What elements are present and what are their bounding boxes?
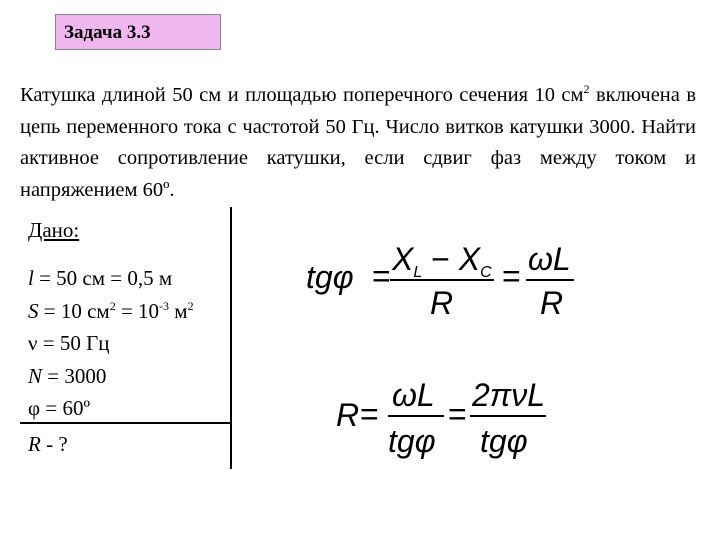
problem-statement bbox=[20, 80, 696, 206]
symbol-r: R bbox=[28, 432, 41, 456]
given-heading: Дано: bbox=[28, 218, 80, 242]
formula2-lhs: R bbox=[336, 397, 360, 433]
formula1-num1: $X_L - X_C$ bbox=[392, 241, 492, 281]
formula-r bbox=[320, 368, 560, 468]
given-length bbox=[28, 262, 194, 295]
formula2-num1: ωL bbox=[392, 377, 435, 413]
formula2-num2: 2πνL bbox=[472, 377, 546, 413]
given-area-c: м bbox=[169, 298, 188, 323]
formula1-num2: ωL bbox=[528, 241, 571, 277]
given-area bbox=[28, 295, 194, 328]
problem-text-part1: Катушка длиной 50 см и площадью поперечного сечения 10 см bbox=[20, 84, 584, 106]
problem-sup: 2 bbox=[583, 82, 590, 97]
formula2-eq1: = bbox=[360, 396, 379, 432]
find-text: - ? bbox=[40, 432, 68, 456]
symbol-l: l bbox=[28, 266, 34, 290]
formula2-den1: tgφ bbox=[388, 423, 436, 459]
formula1-eq1: = bbox=[372, 258, 391, 294]
given-phase: φ = 60º bbox=[28, 396, 90, 420]
formula1-den2: R bbox=[540, 285, 564, 321]
given-area-a-sup: 2 bbox=[109, 298, 116, 313]
symbol-n: N bbox=[28, 363, 43, 388]
formula-tg-phi bbox=[290, 232, 590, 322]
given-frequency: ν = 50 Гц bbox=[28, 331, 110, 355]
given-area-b-sup: -3 bbox=[159, 298, 170, 313]
find-unknown bbox=[28, 432, 68, 457]
given-area-c-sup: 2 bbox=[187, 298, 194, 313]
task-title: Задача 3.3 bbox=[55, 14, 221, 50]
symbol-s: S bbox=[28, 298, 39, 323]
given-area-a: = 10 см bbox=[38, 298, 110, 323]
given-area-b: = 10 bbox=[115, 298, 160, 323]
given-turns-value: = 3000 bbox=[42, 363, 107, 388]
formula1-eq2: = bbox=[502, 258, 521, 294]
given-length-value: = 50 см = 0,5 м bbox=[33, 266, 173, 290]
formula2-eq2: = bbox=[448, 396, 467, 432]
divider-vertical bbox=[230, 207, 232, 469]
formula1-den1: R bbox=[430, 285, 454, 321]
formula1-lhs: tgφ bbox=[306, 259, 354, 295]
given-turns bbox=[28, 360, 194, 393]
problem-text-part2: включена в цепь переменного тока с частотой 50 Гц. Число витков катушки 3000. Найти активное сопротивление катушки, если сдвиг фаз между током и напряжением 60º. bbox=[20, 84, 697, 201]
formula2-den2: tgφ bbox=[480, 423, 528, 459]
given-list bbox=[28, 262, 194, 425]
